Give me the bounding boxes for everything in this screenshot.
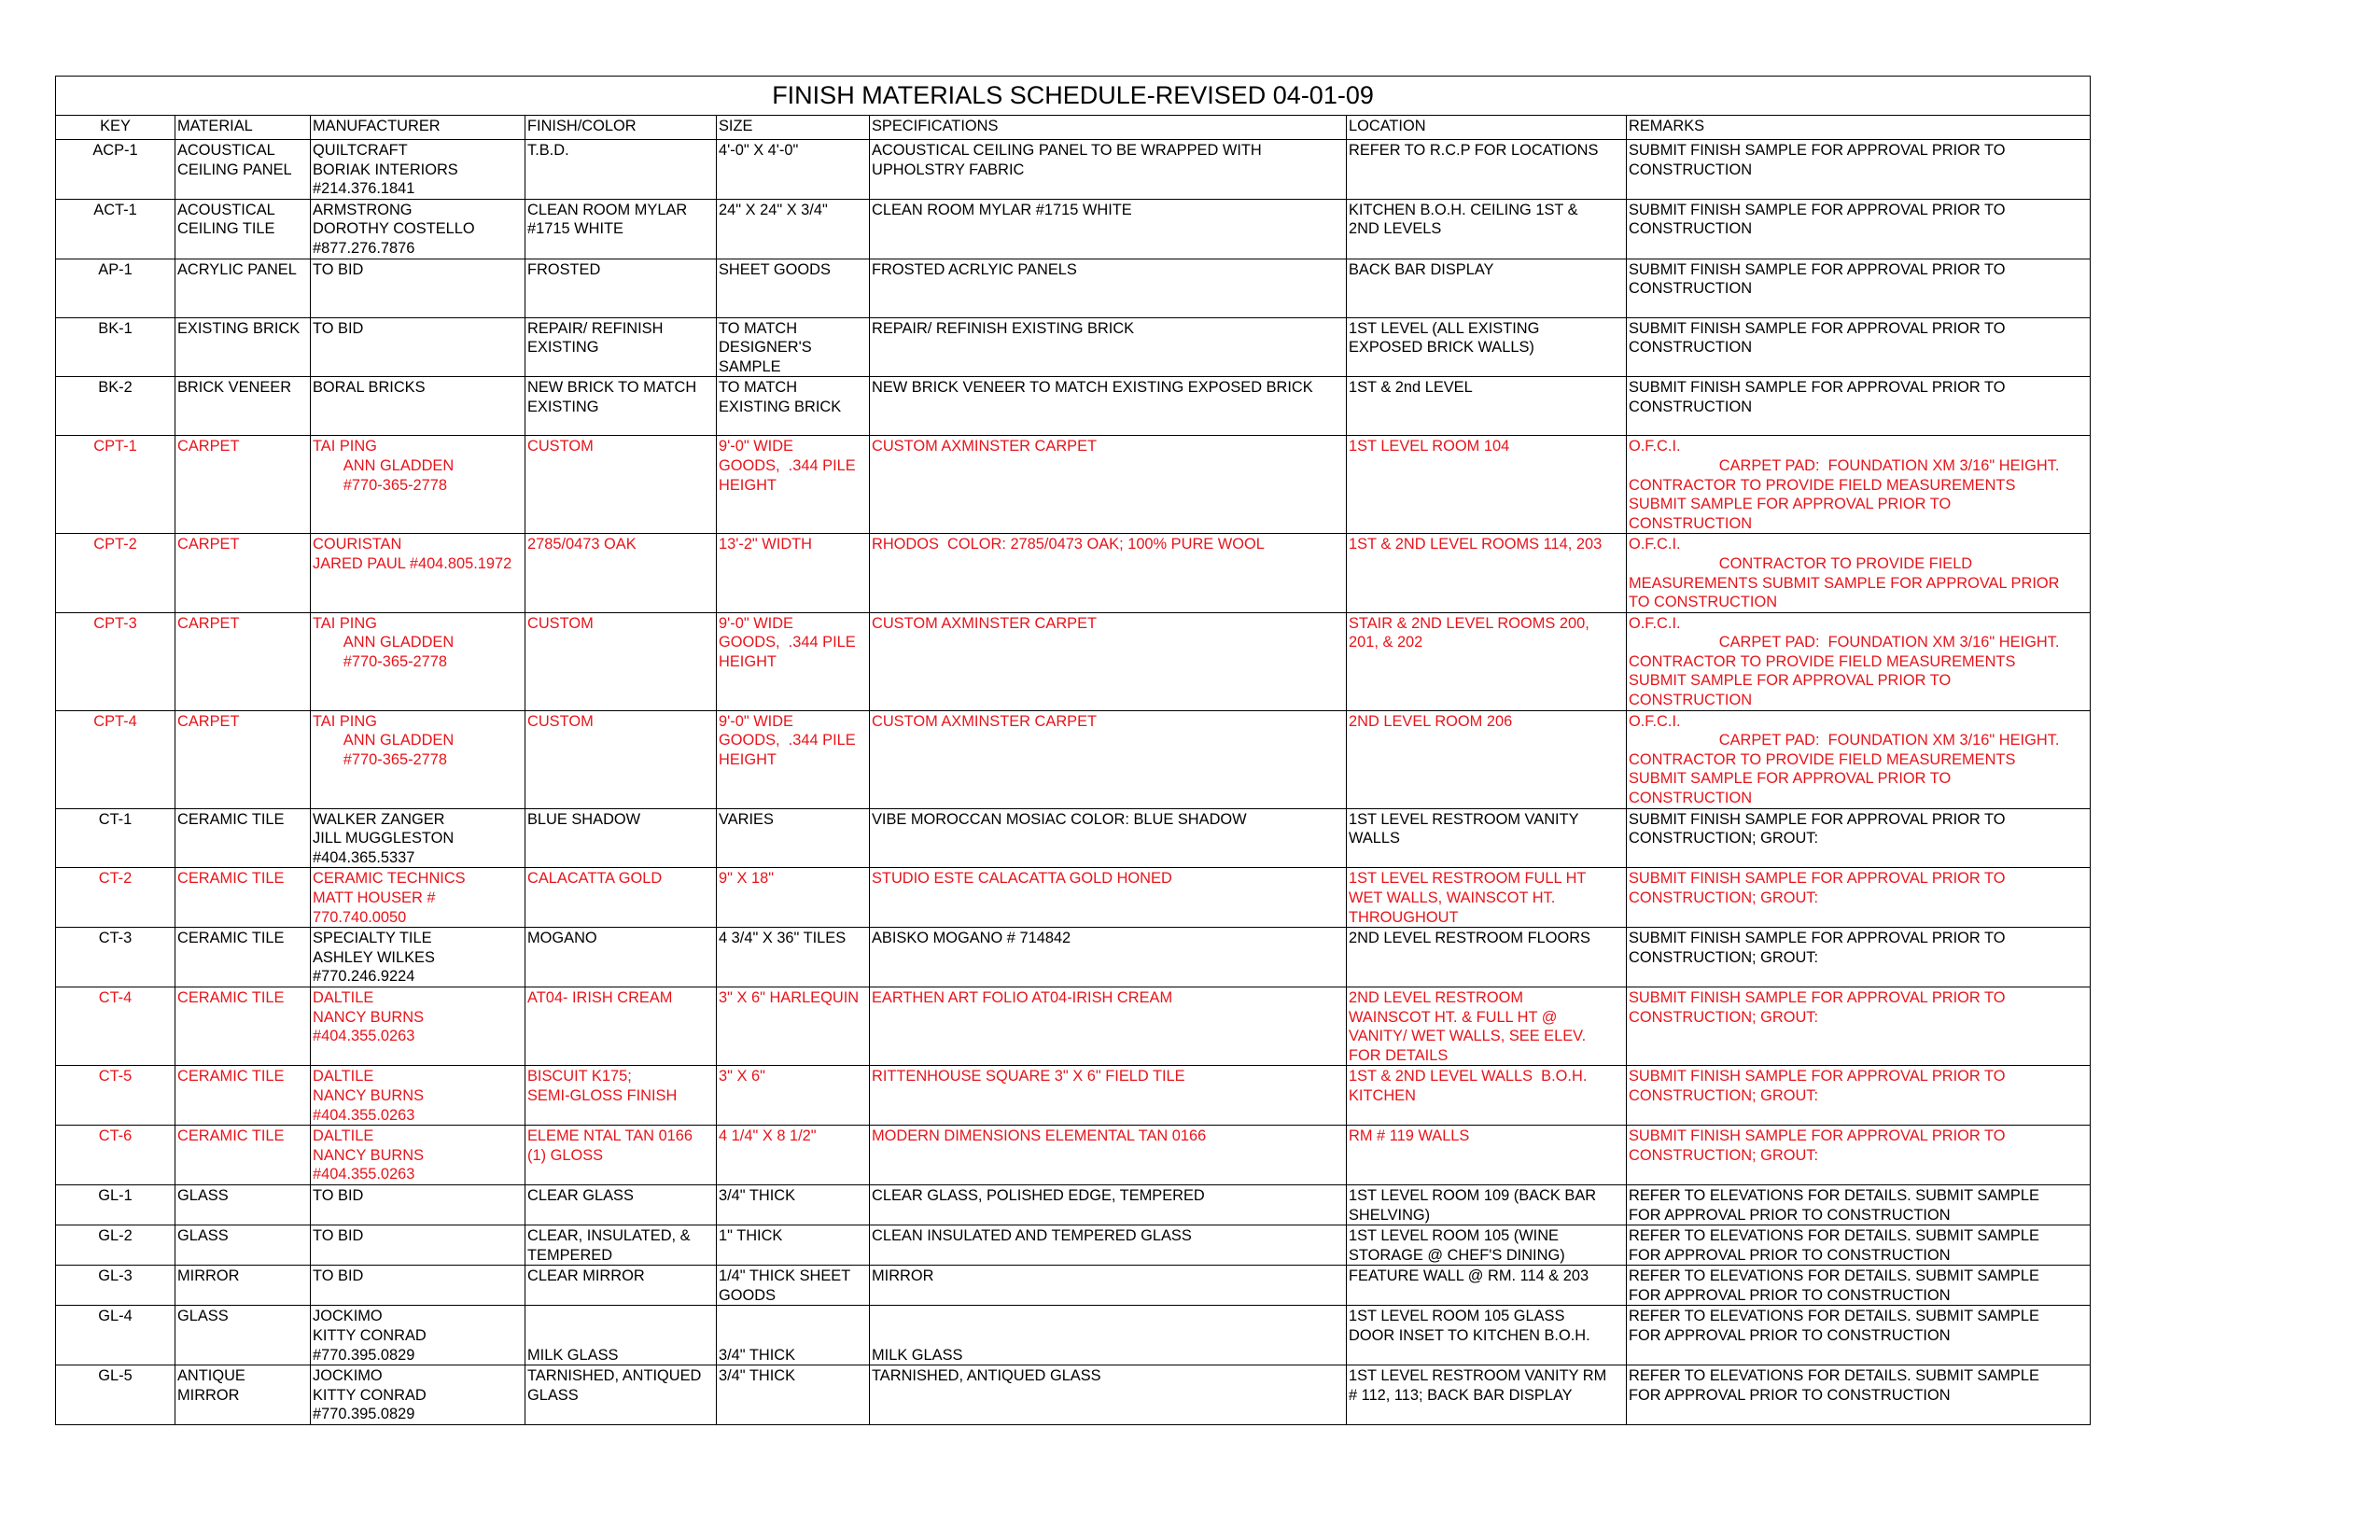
table-row [56,1184,2091,1225]
row-location: 1ST LEVEL (ALL EXISTING EXPOSED BRICK WALLS) [1347,317,1627,377]
row-location: 1ST & 2ND LEVEL ROOMS 114, 203 [1347,534,1627,612]
row-remarks [1627,534,2091,612]
row-size: 4 3/4" X 36" TILES [717,928,870,987]
row-finish-color: 2785/0473 OAK [525,534,717,612]
row-finish-color: NEW BRICK TO MATCH EXISTING [525,377,717,436]
row-manufacturer: COURISTAN JARED PAUL #404.805.1972 [311,534,525,612]
row-size: 13'-2" WIDTH [717,534,870,612]
row-manufacturer: DALTILE NANCY BURNS #404.355.0263 [311,1126,525,1185]
remarks-ofci: O.F.C.I. [1629,438,1681,455]
row-size: 3" X 6" HARLEQUIN [717,987,870,1065]
row-manufacturer: TO BID [311,1225,525,1266]
row-location: KITCHEN B.O.H. CEILING 1ST & 2ND LEVELS [1347,199,1627,259]
table-row [56,259,2091,317]
manufacturer-name: TAI PING [313,438,377,455]
remarks-ofci: O.F.C.I. [1629,712,1681,730]
row-manufacturer: ARMSTRONG DOROTHY COSTELLO #877.276.7876 [311,199,525,259]
row-location: 1ST LEVEL RESTROOM FULL HT WET WALLS, WAINSCOT HT. THROUGHOUT [1347,868,1627,928]
row-size: 1" THICK [717,1225,870,1266]
row-location: 1ST LEVEL ROOM 104 [1347,436,1627,534]
row-specifications: CLEAN ROOM MYLAR #1715 WHITE [870,199,1347,259]
row-remarks: SUBMIT FINISH SAMPLE FOR APPROVAL PRIOR TO CONSTRUCTION [1627,140,2091,200]
row-specifications: EARTHEN ART FOLIO AT04-IRISH CREAM [870,987,1347,1065]
row-manufacturer [311,436,525,534]
row-material: CERAMIC TILE [175,1066,311,1126]
row-remarks: SUBMIT FINISH SAMPLE FOR APPROVAL PRIOR TO CONSTRUCTION; GROUT: [1627,1066,2091,1126]
remarks-detail: CONTRACTOR TO PROVIDE FIELD MEASUREMENTS SUBMIT SAMPLE FOR APPROVAL PRIOR TO CONSTRUCTION [1629,476,2016,532]
row-size: 9'-0" WIDE GOODS, .344 PILE HEIGHT [717,612,870,710]
finish-schedule-sheet [55,76,2090,1425]
row-manufacturer: JOCKIMO KITTY CONRAD #770.395.0829 [311,1306,525,1365]
header-remarks: REMARKS [1627,116,2091,140]
row-finish-color: BLUE SHADOW [525,808,717,868]
row-location: 1ST & 2ND LEVEL WALLS B.O.H. KITCHEN [1347,1066,1627,1126]
table-row [56,928,2091,987]
manufacturer-name: TAI PING [313,712,377,730]
row-material: CARPET [175,612,311,710]
row-size: 4 1/4" X 8 1/2" [717,1126,870,1185]
table-row [56,1266,2091,1306]
row-material: ANTIQUE MIRROR [175,1365,311,1425]
row-size: 3/4" THICK [717,1184,870,1225]
row-location: 2ND LEVEL RESTROOM FLOORS [1347,928,1627,987]
row-specifications: ACOUSTICAL CEILING PANEL TO BE WRAPPED WITH UPHOLSTRY FABRIC [870,140,1347,200]
table-row [56,1126,2091,1185]
row-finish-color: CUSTOM [525,612,717,710]
row-remarks: REFER TO ELEVATIONS FOR DETAILS. SUBMIT SAMPLE FOR APPROVAL PRIOR TO CONSTRUCTION [1627,1266,2091,1306]
table-row [56,377,2091,436]
table-row [56,436,2091,534]
table-row [56,808,2091,868]
row-manufacturer: DALTILE NANCY BURNS #404.355.0263 [311,987,525,1065]
row-remarks: SUBMIT FINISH SAMPLE FOR APPROVAL PRIOR TO CONSTRUCTION [1627,259,2091,317]
table-row [56,710,2091,808]
header-size: SIZE [717,116,870,140]
row-material: CERAMIC TILE [175,868,311,928]
row-finish-color: BISCUIT K175; SEMI-GLOSS FINISH [525,1066,717,1126]
row-key: BK-1 [56,317,175,377]
row-finish-color: MOGANO [525,928,717,987]
row-material: GLASS [175,1306,311,1365]
row-size: VARIES [717,808,870,868]
row-key: BK-2 [56,377,175,436]
row-size: TO MATCH EXISTING BRICK [717,377,870,436]
row-finish-color: CLEAR, INSULATED, & TEMPERED [525,1225,717,1266]
row-location: 1ST LEVEL RESTROOM VANITY RM # 112, 113; BACK BAR DISPLAY [1347,1365,1627,1425]
row-specifications: CLEAN INSULATED AND TEMPERED GLASS [870,1225,1347,1266]
row-specifications: FROSTED ACRLYIC PANELS [870,259,1347,317]
row-specifications: TARNISHED, ANTIQUED GLASS [870,1365,1347,1425]
row-finish-color: CALACATTA GOLD [525,868,717,928]
row-remarks [1627,710,2091,808]
row-remarks: SUBMIT FINISH SAMPLE FOR APPROVAL PRIOR TO CONSTRUCTION; GROUT: [1627,1126,2091,1185]
row-remarks: REFER TO ELEVATIONS FOR DETAILS. SUBMIT SAMPLE FOR APPROVAL PRIOR TO CONSTRUCTION [1627,1184,2091,1225]
row-manufacturer: DALTILE NANCY BURNS #404.355.0263 [311,1066,525,1126]
row-specifications: STUDIO ESTE CALACATTA GOLD HONED [870,868,1347,928]
row-specifications: MIRROR [870,1266,1347,1306]
header-manufacturer: MANUFACTURER [311,116,525,140]
schedule-body [56,140,2091,1425]
row-size: 3/4" THICK [717,1365,870,1425]
row-finish-color: ELEME NTAL TAN 0166 (1) GLOSS [525,1126,717,1185]
row-material: GLASS [175,1184,311,1225]
row-key: GL-2 [56,1225,175,1266]
row-material: ACRYLIC PANEL [175,259,311,317]
row-finish-color: CLEAR MIRROR [525,1266,717,1306]
row-location: REFER TO R.C.P FOR LOCATIONS [1347,140,1627,200]
row-specifications: RHODOS COLOR: 2785/0473 OAK; 100% PURE WOOL [870,534,1347,612]
row-size: SHEET GOODS [717,259,870,317]
row-key: ACT-1 [56,199,175,259]
row-specifications: RITTENHOUSE SQUARE 3" X 6" FIELD TILE [870,1066,1347,1126]
manufacturer-contact: ANN GLADDEN #770-365-2778 [343,634,455,670]
row-remarks: SUBMIT FINISH SAMPLE FOR APPROVAL PRIOR TO CONSTRUCTION; GROUT: [1627,987,2091,1065]
finish-schedule-table [55,76,2091,1425]
row-manufacturer [311,612,525,710]
row-location: STAIR & 2ND LEVEL ROOMS 200, 201, & 202 [1347,612,1627,710]
row-size: 9" X 18" [717,868,870,928]
row-location: 1ST LEVEL ROOM 105 (WINE STORAGE @ CHEF'S DINING) [1347,1225,1627,1266]
row-specifications: MILK GLASS [870,1306,1347,1365]
header-location: LOCATION [1347,116,1627,140]
table-row [56,534,2091,612]
row-finish-color: MILK GLASS [525,1306,717,1365]
row-specifications: VIBE MOROCCAN MOSIAC COLOR: BLUE SHADOW [870,808,1347,868]
header-material: MATERIAL [175,116,311,140]
header-key: KEY [56,116,175,140]
row-key: CPT-2 [56,534,175,612]
row-manufacturer: TO BID [311,1184,525,1225]
table-row [56,1066,2091,1126]
row-material: CERAMIC TILE [175,808,311,868]
table-row [56,1306,2091,1365]
row-specifications: ABISKO MOGANO # 714842 [870,928,1347,987]
remarks-detail: MEASUREMENTS SUBMIT SAMPLE FOR APPROVAL PRIOR TO CONSTRUCTION [1629,574,2060,611]
schedule-title: FINISH MATERIALS SCHEDULE-REVISED 04-01-09 [56,77,2091,116]
header-finish-color: FINISH/COLOR [525,116,717,140]
row-finish-color: AT04- IRISH CREAM [525,987,717,1065]
row-finish-color: CUSTOM [525,436,717,534]
row-remarks: SUBMIT FINISH SAMPLE FOR APPROVAL PRIOR TO CONSTRUCTION; GROUT: [1627,928,2091,987]
row-key: GL-3 [56,1266,175,1306]
row-specifications: CUSTOM AXMINSTER CARPET [870,710,1347,808]
remarks-note: CARPET PAD: FOUNDATION XM 3/16" HEIGHT. [1718,456,2060,474]
row-finish-color: REPAIR/ REFINISH EXISTING [525,317,717,377]
row-material: CERAMIC TILE [175,1126,311,1185]
row-size: 24" X 24" X 3/4" [717,199,870,259]
row-location: 1ST LEVEL ROOM 105 GLASS DOOR INSET TO KITCHEN B.O.H. [1347,1306,1627,1365]
remarks-note: CARPET PAD: FOUNDATION XM 3/16" HEIGHT. [1718,732,2060,749]
row-material: CARPET [175,534,311,612]
row-location: 2ND LEVEL ROOM 206 [1347,710,1627,808]
row-key: CT-1 [56,808,175,868]
row-size: 1/4" THICK SHEET GOODS [717,1266,870,1306]
manufacturer-contact: ANN GLADDEN #770-365-2778 [343,732,455,768]
row-remarks: SUBMIT FINISH SAMPLE FOR APPROVAL PRIOR TO CONSTRUCTION; GROUT: [1627,808,2091,868]
row-material: ACOUSTICAL CEILING PANEL [175,140,311,200]
row-specifications: REPAIR/ REFINISH EXISTING BRICK [870,317,1347,377]
row-remarks [1627,612,2091,710]
table-row [56,1365,2091,1425]
row-size: 3/4" THICK [717,1306,870,1365]
remarks-ofci: O.F.C.I. [1629,536,1681,553]
row-size: 9'-0" WIDE GOODS, .344 PILE HEIGHT [717,710,870,808]
row-specifications: NEW BRICK VENEER TO MATCH EXISTING EXPOSED BRICK [870,377,1347,436]
row-key: GL-4 [56,1306,175,1365]
row-remarks [1627,436,2091,534]
row-key: CPT-4 [56,710,175,808]
row-material: GLASS [175,1225,311,1266]
remarks-ofci: O.F.C.I. [1629,614,1681,632]
row-manufacturer: SPECIALTY TILE ASHLEY WILKES #770.246.9224 [311,928,525,987]
row-finish-color: TARNISHED, ANTIQUED GLASS [525,1365,717,1425]
row-specifications: CLEAR GLASS, POLISHED EDGE, TEMPERED [870,1184,1347,1225]
row-size: 4'-0" X 4'-0" [717,140,870,200]
table-row [56,612,2091,710]
remarks-note: CONTRACTOR TO PROVIDE FIELD [1718,554,1973,572]
row-remarks: SUBMIT FINISH SAMPLE FOR APPROVAL PRIOR TO CONSTRUCTION [1627,199,2091,259]
row-manufacturer: JOCKIMO KITTY CONRAD #770.395.0829 [311,1365,525,1425]
row-remarks: SUBMIT FINISH SAMPLE FOR APPROVAL PRIOR TO CONSTRUCTION [1627,377,2091,436]
row-remarks: REFER TO ELEVATIONS FOR DETAILS. SUBMIT SAMPLE FOR APPROVAL PRIOR TO CONSTRUCTION [1627,1225,2091,1266]
row-key: CT-6 [56,1126,175,1185]
row-size: 3" X 6" [717,1066,870,1126]
row-material: BRICK VENEER [175,377,311,436]
row-manufacturer: QUILTCRAFT BORIAK INTERIORS #214.376.1841 [311,140,525,200]
row-finish-color: FROSTED [525,259,717,317]
row-material: ACOUSTICAL CEILING TILE [175,199,311,259]
table-row [56,868,2091,928]
row-location: RM # 119 WALLS [1347,1126,1627,1185]
row-manufacturer: TO BID [311,317,525,377]
row-manufacturer: BORAL BRICKS [311,377,525,436]
row-remarks: REFER TO ELEVATIONS FOR DETAILS. SUBMIT SAMPLE FOR APPROVAL PRIOR TO CONSTRUCTION [1627,1365,2091,1425]
row-key: AP-1 [56,259,175,317]
row-location: FEATURE WALL @ RM. 114 & 203 [1347,1266,1627,1306]
row-specifications: CUSTOM AXMINSTER CARPET [870,612,1347,710]
row-material: CARPET [175,710,311,808]
row-finish-color: T.B.D. [525,140,717,200]
remarks-detail: CONTRACTOR TO PROVIDE FIELD MEASUREMENTS SUBMIT SAMPLE FOR APPROVAL PRIOR TO CONSTRUCTION [1629,750,2016,807]
row-manufacturer: TO BID [311,259,525,317]
row-key: CPT-3 [56,612,175,710]
row-material: MIRROR [175,1266,311,1306]
row-manufacturer: WALKER ZANGER JILL MUGGLESTON #404.365.5337 [311,808,525,868]
row-specifications: MODERN DIMENSIONS ELEMENTAL TAN 0166 [870,1126,1347,1185]
row-material: EXISTING BRICK [175,317,311,377]
manufacturer-name: TAI PING [313,614,377,632]
row-material: CERAMIC TILE [175,987,311,1065]
table-row [56,987,2091,1065]
row-key: CT-3 [56,928,175,987]
row-material: CERAMIC TILE [175,928,311,987]
row-size: 9'-0" WIDE GOODS, .344 PILE HEIGHT [717,436,870,534]
row-location: 1ST LEVEL ROOM 109 (BACK BAR SHELVING) [1347,1184,1627,1225]
remarks-detail: CONTRACTOR TO PROVIDE FIELD MEASUREMENTS SUBMIT SAMPLE FOR APPROVAL PRIOR TO CONSTRUCTION [1629,652,2016,709]
manufacturer-contact: ANN GLADDEN #770-365-2778 [343,456,455,494]
row-location: 1ST & 2nd LEVEL [1347,377,1627,436]
header-specifications: SPECIFICATIONS [870,116,1347,140]
row-key: CT-2 [56,868,175,928]
row-remarks: SUBMIT FINISH SAMPLE FOR APPROVAL PRIOR TO CONSTRUCTION; GROUT: [1627,868,2091,928]
row-key: GL-5 [56,1365,175,1425]
table-row [56,140,2091,200]
row-size: TO MATCH DESIGNER'S SAMPLE [717,317,870,377]
row-key: CT-4 [56,987,175,1065]
row-remarks: REFER TO ELEVATIONS FOR DETAILS. SUBMIT SAMPLE FOR APPROVAL PRIOR TO CONSTRUCTION [1627,1306,2091,1365]
row-key: ACP-1 [56,140,175,200]
remarks-note: CARPET PAD: FOUNDATION XM 3/16" HEIGHT. [1718,634,2060,651]
row-finish-color: CLEAR GLASS [525,1184,717,1225]
row-key: CPT-1 [56,436,175,534]
row-remarks: SUBMIT FINISH SAMPLE FOR APPROVAL PRIOR TO CONSTRUCTION [1627,317,2091,377]
row-location: 2ND LEVEL RESTROOM WAINSCOT HT. & FULL HT @ VANITY/ WET WALLS, SEE ELEV. FOR DETAILS [1347,987,1627,1065]
row-manufacturer [311,710,525,808]
row-manufacturer: TO BID [311,1266,525,1306]
row-finish-color: CUSTOM [525,710,717,808]
row-finish-color: CLEAN ROOM MYLAR #1715 WHITE [525,199,717,259]
row-key: GL-1 [56,1184,175,1225]
row-material: CARPET [175,436,311,534]
row-manufacturer: CERAMIC TECHNICS MATT HOUSER # 770.740.0050 [311,868,525,928]
table-row [56,1225,2091,1266]
header-row [56,116,2091,140]
table-row [56,199,2091,259]
table-row [56,317,2091,377]
row-location: 1ST LEVEL RESTROOM VANITY WALLS [1347,808,1627,868]
row-key: CT-5 [56,1066,175,1126]
row-location: BACK BAR DISPLAY [1347,259,1627,317]
row-specifications: CUSTOM AXMINSTER CARPET [870,436,1347,534]
